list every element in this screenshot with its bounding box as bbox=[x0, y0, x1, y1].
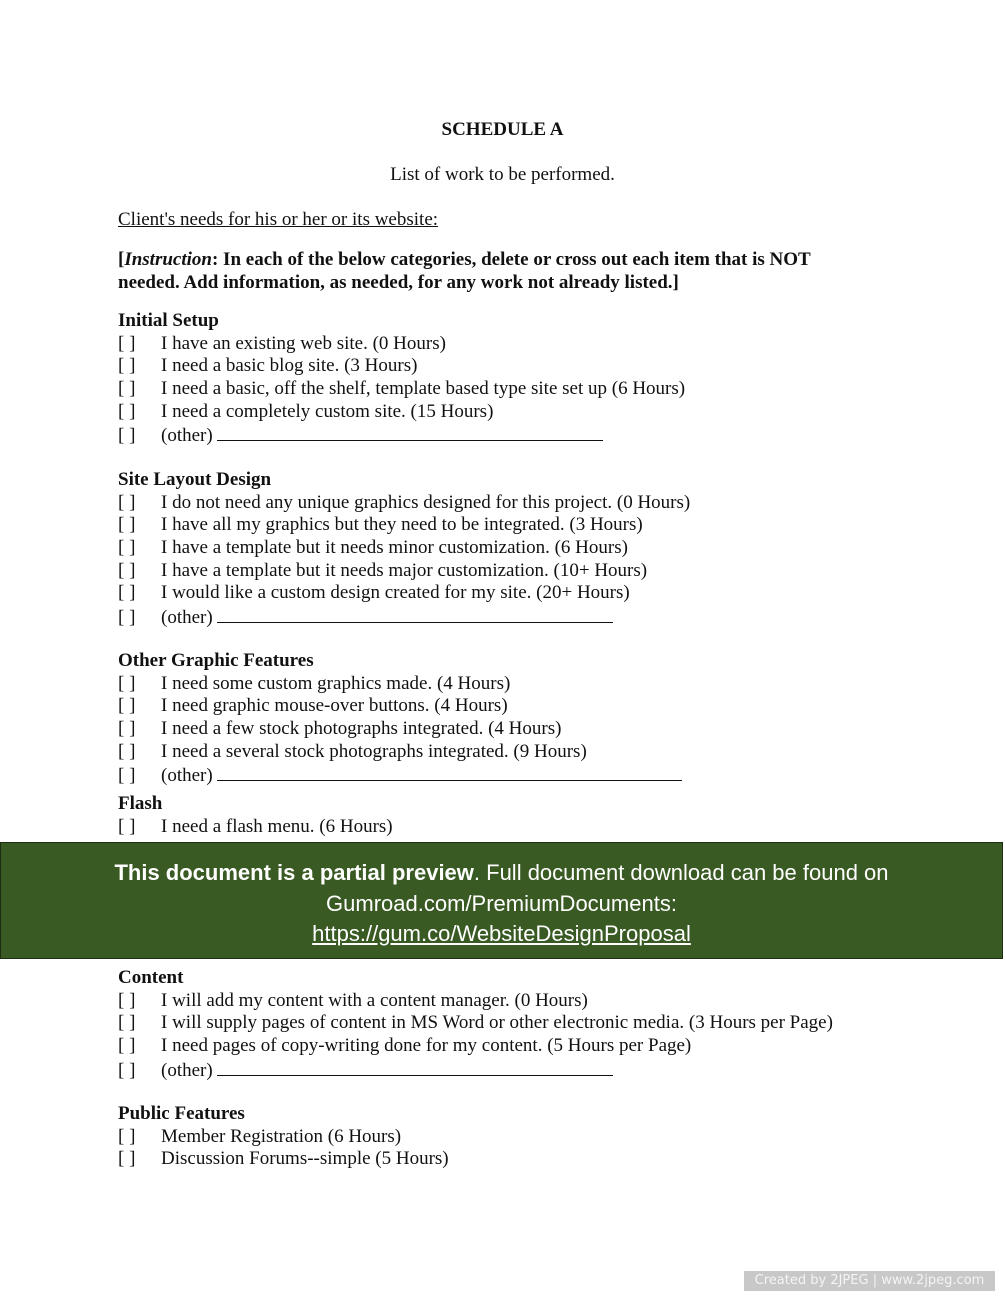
checkbox[interactable]: [ ] bbox=[118, 672, 136, 694]
section-heading: Public Features bbox=[118, 1103, 245, 1124]
section-public-features bbox=[118, 1103, 449, 1171]
item-label: I need a basic, off the shelf, template based type site set up (6 Hours) bbox=[161, 378, 686, 400]
other-label: (other) bbox=[161, 607, 213, 629]
checkbox[interactable]: [ ] bbox=[118, 765, 136, 787]
section-heading: Site Layout Design bbox=[118, 469, 272, 490]
other-label: (other) bbox=[161, 765, 213, 787]
download-link[interactable]: https://gum.co/WebsiteDesignProposal bbox=[312, 921, 691, 946]
item-label: Member Registration (6 Hours) bbox=[161, 1125, 402, 1147]
section-other-graphics bbox=[118, 650, 682, 786]
section-heading: Flash bbox=[118, 793, 163, 814]
checkbox[interactable]: [ ] bbox=[118, 815, 136, 837]
checklist-item-other[interactable] bbox=[118, 605, 690, 628]
checklist-item[interactable] bbox=[118, 1035, 833, 1058]
checkbox[interactable]: [ ] bbox=[118, 582, 136, 604]
checkbox[interactable]: [ ] bbox=[118, 425, 136, 447]
checkbox[interactable]: [ ] bbox=[118, 1012, 136, 1034]
checklist-item[interactable] bbox=[118, 492, 690, 515]
item-label: I need a completely custom site. (15 Hours) bbox=[161, 400, 494, 422]
checklist-item[interactable] bbox=[118, 537, 690, 560]
checkbox[interactable]: [ ] bbox=[118, 607, 136, 629]
watermark: Created by 2JPEG | www.2jpeg.com bbox=[744, 1271, 995, 1291]
checklist-item[interactable] bbox=[118, 333, 685, 356]
item-label: I need a flash menu. (6 Hours) bbox=[161, 815, 393, 837]
item-label: I do not need any unique graphics designed for this project. (0 Hours) bbox=[161, 491, 691, 513]
subtitle: List of work to be performed. bbox=[390, 164, 615, 185]
section-site-layout bbox=[118, 469, 690, 628]
checklist-item[interactable] bbox=[118, 401, 685, 424]
checkbox[interactable]: [ ] bbox=[118, 1148, 136, 1170]
checklist-item[interactable] bbox=[118, 741, 682, 764]
checkbox[interactable]: [ ] bbox=[118, 491, 136, 513]
item-label: I have a template but it needs major customization. (10+ Hours) bbox=[161, 559, 648, 581]
checkbox[interactable]: [ ] bbox=[118, 559, 136, 581]
checklist-item[interactable] bbox=[118, 582, 690, 605]
checklist-item-other[interactable] bbox=[118, 1058, 833, 1081]
preview-banner bbox=[0, 842, 1003, 959]
checkbox[interactable]: [ ] bbox=[118, 1125, 136, 1147]
item-label: I will add my content with a content manager. (0 Hours) bbox=[161, 989, 588, 1011]
page-title: SCHEDULE A bbox=[441, 119, 564, 140]
checklist-item[interactable] bbox=[118, 990, 833, 1013]
item-label: I need a several stock photographs integrated. (9 Hours) bbox=[161, 740, 587, 762]
section-heading: Other Graphic Features bbox=[118, 650, 314, 671]
checkbox[interactable]: [ ] bbox=[118, 989, 136, 1011]
checkbox[interactable]: [ ] bbox=[118, 514, 136, 536]
checkbox[interactable]: [ ] bbox=[118, 537, 136, 559]
checkbox[interactable]: [ ] bbox=[118, 718, 136, 740]
checklist-item[interactable] bbox=[118, 673, 682, 696]
banner-bold: This document is a partial preview bbox=[114, 860, 474, 885]
checklist-item[interactable] bbox=[118, 1126, 449, 1149]
item-label: I would like a custom design created for my site. (20+ Hours) bbox=[161, 582, 630, 604]
section-flash bbox=[118, 793, 393, 838]
checklist-item[interactable] bbox=[118, 514, 690, 537]
checklist-item-other[interactable] bbox=[118, 423, 685, 446]
client-needs-heading: Client's needs for his or her or its website: bbox=[118, 209, 439, 230]
item-label: I need some custom graphics made. (4 Hours) bbox=[161, 672, 511, 694]
section-content bbox=[118, 967, 833, 1080]
instruction-bracket: [ bbox=[118, 249, 125, 270]
banner-text: . Full document download can be found on bbox=[473, 860, 889, 885]
other-input-line[interactable] bbox=[217, 423, 603, 441]
item-label: I need graphic mouse-over buttons. (4 Hours) bbox=[161, 695, 508, 717]
checkbox[interactable]: [ ] bbox=[118, 332, 136, 354]
item-label: Discussion Forums--simple (5 Hours) bbox=[161, 1148, 449, 1170]
banner-line2: Gumroad.com/PremiumDocuments: bbox=[326, 890, 677, 916]
other-input-line[interactable] bbox=[217, 1058, 613, 1076]
other-label: (other) bbox=[161, 425, 213, 447]
checklist-item-other[interactable] bbox=[118, 763, 682, 786]
checklist-item[interactable] bbox=[118, 718, 682, 741]
instruction bbox=[118, 248, 858, 294]
other-input-line[interactable] bbox=[217, 605, 613, 623]
checklist-item[interactable] bbox=[118, 378, 685, 401]
checklist-item[interactable] bbox=[118, 1012, 833, 1035]
checklist-item[interactable] bbox=[118, 355, 685, 378]
item-label: I will supply pages of content in MS Word or other electronic media. (3 Hours per Page) bbox=[161, 1012, 833, 1034]
other-label: (other) bbox=[161, 1059, 213, 1081]
checkbox[interactable]: [ ] bbox=[118, 1035, 136, 1057]
checkbox[interactable]: [ ] bbox=[118, 695, 136, 717]
item-label: I have a template but it needs minor customization. (6 Hours) bbox=[161, 537, 628, 559]
checklist-item[interactable] bbox=[118, 695, 682, 718]
item-label: I need a few stock photographs integrated. (4 Hours) bbox=[161, 718, 562, 740]
checklist-item[interactable] bbox=[118, 560, 690, 583]
checkbox[interactable]: [ ] bbox=[118, 740, 136, 762]
checklist-item[interactable] bbox=[118, 816, 393, 839]
other-input-line[interactable] bbox=[217, 763, 682, 781]
item-label: I have an existing web site. (0 Hours) bbox=[161, 332, 446, 354]
instruction-label: Instruction bbox=[124, 249, 212, 270]
instruction-text: : In each of the below categories, delete or cross out each item that is NOT needed. Add information, as needed, for any work not already listed.] bbox=[118, 249, 811, 293]
checklist-item[interactable] bbox=[118, 1148, 449, 1171]
checkbox[interactable]: [ ] bbox=[118, 378, 136, 400]
item-label: I have all my graphics but they need to be integrated. (3 Hours) bbox=[161, 514, 643, 536]
checkbox[interactable]: [ ] bbox=[118, 1059, 136, 1081]
item-label: I need a basic blog site. (3 Hours) bbox=[161, 355, 418, 377]
section-initial-setup bbox=[118, 310, 685, 446]
section-heading: Initial Setup bbox=[118, 310, 219, 331]
item-label: I need pages of copy-writing done for my content. (5 Hours per Page) bbox=[161, 1035, 692, 1057]
section-heading: Content bbox=[118, 967, 184, 988]
checkbox[interactable]: [ ] bbox=[118, 400, 136, 422]
checkbox[interactable]: [ ] bbox=[118, 355, 136, 377]
